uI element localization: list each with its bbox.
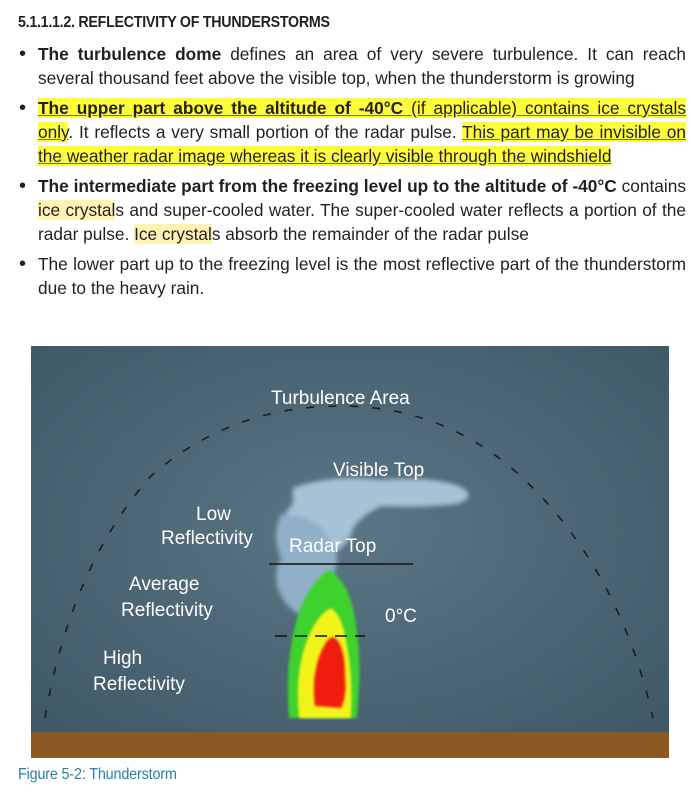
label-high-line2: Reflectivity xyxy=(93,674,185,695)
bullet-text: The lower part up to the freezing level is the most reflective part of the thunderstorm due to the heavy rain. xyxy=(38,254,686,298)
thunderstorm-figure xyxy=(31,346,669,758)
bullet-upper-part xyxy=(18,96,686,168)
label-low-line2: Reflectivity xyxy=(161,528,253,549)
bullet-text: s and super-cooled water. The super-cooled water reflects a portion of the radar pulse. xyxy=(38,200,686,244)
section-title: 5.1.1.1.2. REFLECTIVITY OF THUNDERSTORMS xyxy=(18,14,330,31)
highlighted-text: This part may be invisible on the weather radar image whereas it is clearly visible through the windshield xyxy=(38,122,686,166)
bullet-bold-term: The intermediate part from the freezing level up to the altitude of -40°C xyxy=(38,176,617,196)
bullet-bold-term: The upper part above the altitude of -40°C xyxy=(38,98,404,118)
bullet-intermediate-part xyxy=(18,174,686,246)
label-radar-top: Radar Top xyxy=(289,536,377,557)
label-high-line1: High xyxy=(103,648,143,669)
bullet-text: s absorb the remainder of the radar pulse xyxy=(211,224,529,244)
label-average-line1: Average xyxy=(129,574,200,595)
bullet-text: defines an area of very severe turbulence. It can reach several thousand feet above the visible top, when the thunderstorm is growing xyxy=(38,44,686,88)
bullet-text: . It reflects a very small portion of the radar pulse. xyxy=(68,122,463,142)
highlighted-text: Ice crystal xyxy=(134,224,212,244)
bullet-list xyxy=(18,42,686,306)
highlighted-text: ice crystal xyxy=(38,200,116,220)
figure-caption: Figure 5-2: Thunderstorm xyxy=(18,766,177,783)
label-average-line2: Reflectivity xyxy=(121,600,213,621)
bullet-text: contains xyxy=(616,176,686,196)
bullet-text: (if applicable) contains ice crystals only xyxy=(38,98,686,142)
label-visible-top: Visible Top xyxy=(333,460,425,481)
bullet-turbulence-dome xyxy=(18,42,686,90)
bullet-lower-part xyxy=(18,252,686,300)
label-zero-celsius: 0°C xyxy=(385,606,417,627)
label-turbulence-area: Turbulence Area xyxy=(271,388,410,409)
ground xyxy=(31,732,669,758)
bullet-bold-term: The turbulence dome xyxy=(38,44,222,64)
label-low-line1: Low xyxy=(196,504,231,525)
